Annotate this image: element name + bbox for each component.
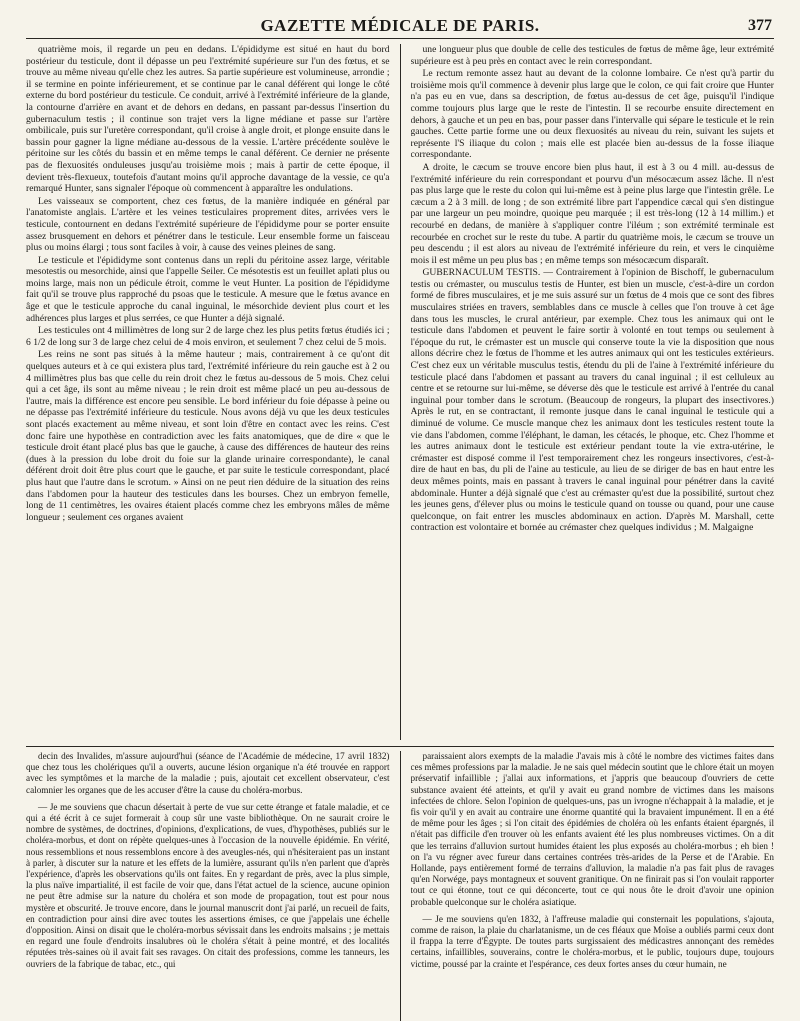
paragraph: — Je me souviens que chacun désertait à perte de vue sur cette étrange et fatale maladie, et ce qui a été écrit à ce sujet formerait à coup sûr une vaste bibliothèque. On ne saurait croire le nombre de systèmes, de doctrines, d'opinions, d'explications, de vues, d'hypothèses, publiés sur le choléra-morbus, et dont on répète quelques-unes à l'occasion de la nouvelle épidémie. En vérité, nous ressemblions et nous ressemblons encore à des aveugles-nés, qui n'hésiteraient pas un instant à parler, à discuter sur la nature et les effets de la lumière, assurant qu'ils n'en parlent que d'après l'expérience, d'après les observations qu'ils ont faites. En y regardant de près, avec la plus simple, la plus naïve impartialité, il est facile de voir que, dans l'état actuel de la science, aucune opinion ne peut être admise sur la nature du choléra et son mode de propagation, tout est pour nous mystère et obscurité. Je trouve encore, dans le journal manuscrit dont j'ai parlé, un recueil de faits, en contradiction pour ainsi dire avec toutes les assertions émises, ce que j'appelais une échelle d'opposition. Ainsi on disait que le choléra-morbus sévissait dans les endroits malsains ; je mettais en regard une foule d'endroits insalubres où le choléra s'était à peine montré, et des localités réputées très-saines où il avait fait ses ravages. On citait des professions, comme les tanneurs, les ouvriers de la fabrique de tabac, etc., qui	[26, 801, 390, 969]
paragraph: Le testicule et l'épididyme sont contenus dans un repli du péritoine assez large, véritable mesotestis ou mesorchide, ainsi que l'appelle Seiler. Ce mésotestis est un feuillet aplati plus ou moins large, mais non un pédicule étroit, comme le veut Hunter. La position de l'épididyme fait qu'il se trouve plus rapproché du psoas que le testicule. A mesure que le fœtus avance en âge et que le testicule approche du canal inguinal, le mésorchide devient plus court et les adhérences plus larges et plus serrées, ce que Hunter a déjà signalé.	[26, 254, 390, 324]
paragraph: — Je me souviens qu'en 1832, à l'affreuse maladie qui consternait les populations, s'ajouta, comme de raison, la plaie du charlatanisme, un de ces fléaux que Moïse a oubliés parmi ceux dont il frappa la terre d'Égypte. De toutes parts surgissaient des médicastres annonçant des remèdes certains, infaillibles, souverains, contre le choléra-morbus, et le public, toujours dupe, toujours victime, poussé par la crainte et l'espérance, ces deux fortes anses du cœur humain, ne	[410, 913, 774, 969]
page-number: 377	[748, 17, 772, 34]
column-divider	[400, 44, 401, 740]
paragraph: paraissaient alors exempts de la maladie J'avais mis à côté le nombre des victimes faites dans ces mêmes professions par la maladie. Je ne sais quel médecin soutint que le chlore était un moyen préservatif infaillible ; j'allai aux informations, et j'appris que beaucoup d'ouvriers de cette substance avaient été atteints, et qu'il y avait eu grand nombre de victimes dans les maisons infectées de chlore. Selon l'opinion de quelques-uns, pas un ivrogne n'échappait à la maladie, et je fis voir qu'il y en avait au contraire une énorme quantité qui la bravaient impunément. Il en a été de même pour les âges ; si l'on citait des épidémies de choléra où les enfants étaient épargnés, il n'était pas difficile d'en trouver où les enfants avaient été les plus nombreuses victimes. On a dit que les terrains d'alluvion surtout humides étaient les plus exposés au choléra-morbus ; eh bien ! on l'a vu régner avec fureur dans certaines contrées très-arides de la Perse et de l'Arabie. En Hollande, pays entièrement formé de terrains d'alluvion, la maladie n'a pas fait plus de ravages qu'en Norwége, pays montagneux et souvent granitique. On ne finirait pas si l'on voulait rapporter tout ce qui étonne, tout ce qui déconcerte, tout ce qui nous ôte le droit d'avoir une opinion probable quelconque sur le choléra asiatique.	[410, 751, 774, 907]
paragraph: Les vaisseaux se comportent, chez ces fœtus, de la manière indiquée en général par l'anatomiste anglais. L'artère et les veines testiculaires proprement dites, arrivées vers le testicule, contournent en dedans l'extrémité supérieure de l'épididyme pour se porter ensuite assez brusquement en dehors et pénétrer dans le testicule. Leur ensemble forme un faisceau plus ou moins élargi ; tous sont faciles à voir, à cause des veines pleines de sang.	[26, 195, 390, 254]
article-columns	[26, 44, 774, 740]
paragraph: A droite, le cæcum se trouve encore bien plus haut, il est à 3 ou 4 mill. au-dessus de l'extrémité inférieure du rein correspondant et pourvu d'un mésocæcum assez lâche. Il n'est pas plus large que le reste du colon qui lui-même est à peine plus large que l'intestin grêle. Le cæcum a 2 à 3 mill. de long ; de son extrémité libre part l'appendice cæcal qui s'en distingue par une largeur un peu moindre, quoique peu marquée ; il est très-long (12 à 14 millim.) et recourbé en dedans, de manière à s'appliquer contre l'iléum ; son extrémité terminale est recourbée en crochet sur le reste du tube. A partir du quatrième mois, le cæcum se trouve un peu descendu ; il est alors au niveau de l'extrémité inférieure du rein, et vers le cinquième mois il est même un peu plus bas ; en même temps son mésocæcum disparaît.	[410, 161, 774, 266]
paragraph: quatrième mois, il regarde un peu en dedans. L'épididyme est situé en haut du bord postérieur du testicule, dont il dépasse un peu l'extrémité supérieure sur l'un des fœtus, et se trouve au même niveau qu'elle chez les autres. Sa partie supérieure est volumineuse, arrondie ; il se termine en pointe inférieurement, et se continue par le canal déférent qui longe le côté externe du bord postérieur du testicule. Ce conduit, arrivé à l'extrémité inférieure de la glande, la contourne d'arrière en avant et de dehors en dedans, en passant par-dessus l'insertion du gubernaculum testis ; il continue son trajet vers la ligne médiane et passe sur l'artère ombilicale, puis sur l'uretère correspondant, qu'il croise à angle droit, et plonge ensuite dans le bassin pour gagner la ligne médiane au-dessous de la vessie. L'artère précédente soulève le péritoine sur les côtés du bassin et en même temps le canal déférent. Ce dernier ne présente pas de flexuosités onduleuses jusqu'au troisième mois ; mais à partir de cette époque, il devient très-flexueux, toutefois d'autant moins qu'il approche davantage de la vessie, ce qu'a remarqué Hunter, sans signaler l'époque où commencent à apparaître les ondulations.	[26, 44, 390, 195]
column-left	[26, 44, 390, 740]
paragraph: Les reins ne sont pas situés à la même hauteur ; mais, contrairement à ce qu'ont dit quelques auteurs et à ce qui existera plus tard, l'extrémité inférieure du rein gauche est à 2 ou 4 millimètres plus bas que celle du rein droit chez le fœtus au-dessous de 5 mois. Chez celui qui a cet âge, ils sont au même niveau ; le rein droit est même placé un peu au-dessous de l'autre, mais la différence est encore peu sensible. Le bord inférieur du foie dépasse à peine ou ne dépasse pas l'extrémité inférieure du testicule. Nous avons déjà vu que les deux testicules sont placés exactement au même niveau, et sont loin d'être en contact avec les reins. C'est donc faire une hypothèse en contradiction avec les faits anatomiques, que de dire « que le testicule droit étant placé plus bas que le gauche, à cause des différences de hauteur des reins (dues à la pression du lobe droit du foie sur la glande urinaire correspondante), le canal déférent droit doit être plus court que le gauche, et par suite le testicule correspondant, placé plus haut que l'autre dans le scrotum. » Ainsi on ne peut rien déduire de la situation des reins dans l'abdomen pour la hauteur des testicules dans les bourses. Chez un embryon femelle, long de 11 centimètres, les ovaires étaient placés comme chez les embryons mâles de même longueur ; seulement ces organes avaient	[26, 349, 390, 523]
paragraph: decin des Invalides, m'assure aujourd'hui (séance de l'Académie de médecine, 17 avril 1832) que chez tous les cholériques qu'il a ouverts, aucune lésion organique n'a été trouvée en rapport avec les symptômes et la marche de la maladie ; puis, ajoutait cet excellent observateur, c'est calomnier les organes que de les accuser d'être la cause du choléra-morbus.	[26, 751, 390, 795]
feuilleton-column-left	[26, 751, 390, 1021]
paragraph: Les testicules ont 4 millimètres de long sur 2 de large chez les plus petits fœtus étudiés ici ; 6 1/2 de long sur 3 de large chez celui de 4 mois environ, et seulement 7 chez celui de 5 mois.	[26, 325, 390, 348]
page-header	[26, 14, 774, 39]
column-right	[411, 44, 775, 740]
journal-title: GAZETTE MÉDICALE DE PARIS.	[260, 16, 540, 35]
column-divider	[400, 751, 401, 1021]
feuilleton-column-right	[411, 751, 775, 1021]
paragraph: Le rectum remonte assez haut au devant de la colonne lombaire. Ce n'est qu'à partir du troisième mois qu'il commence à devenir plus large que le colon, ce qui fait croire que Hunter n'a pas eu en vue, dans sa description, de fœtus au-dessus de cet âge, puisqu'il l'indique comme toujours plus large que le reste de l'intestin. Il se recourbe ensuite directement en dehors, à gauche et un peu en bas, pour passer dans l'intervalle qui sépare le testicule et le rein gauches. Cette partie forme une ou deux flexuosités au niveau du rein, suivant les sujets et représente l'S iliaque du colon ; mais elle est placée bien au-dessus de la fosse iliaque correspondante.	[410, 68, 774, 161]
feuilleton-columns	[26, 751, 774, 1021]
paragraph: une longueur plus que double de celle des testicules de fœtus de même âge, leur extrémité supérieure est à peu près en contact avec le rein correspondant.	[410, 44, 774, 67]
feuilleton-divider	[26, 746, 774, 747]
paragraph: GUBERNACULUM TESTIS. — Contrairement à l'opinion de Bischoff, le gubernaculum testis ou crémaster, ou musculus testis de Hunter, est bien un muscle, c'est-à-dire un cordon formé de fibres musculaires, et je me suis assuré sur un fœtus de 4 mois que ce sont des fibres musculaires striées en travers, semblables dans ce muscle à celles que l'on trouve à cet âge dans tous les muscles, le crural antérieur, par exemple. Chez tous les animaux qui ont le testicule dans l'abdomen et peuvent le faire sortir à volonté en tout temps ou seulement à l'époque du rut, le crémaster est un muscle qui conserve toute la vie la disposition que nous allons décrire chez le fœtus de l'homme et les autres animaux qui ont les testicules extérieurs. C'est chez eux un véritable musculus testis, étendu du pli de l'aine à l'extrémité inférieure du testicule placé dans l'abdomen et passant au travers du canal inguinal ; il est celluleux au centre et se retourne sur lui-même, se déverse dès que le testicule est arrivé à l'entrée du canal inguinal pour tomber dans le scrotum. (Beaucoup de rongeurs, la plupart des insectivores.) Après le rut, en se contractant, il remonte jusque dans le canal inguinal le testicule qui a diminué de volume. Ce muscle manque chez les animaux dont les testicules restent toute la vie dans l'abdomen, comme l'éléphant, le daman, les cétacés, le phoque, etc. Chez l'homme et les autres animaux dont le testicule est extérieur pendant toute la vie extra-utérine, le crémaster est disposé comme il l'est temporairement chez les rongeurs insectivores, c'est-à-dire de haut en bas, du pli de l'aine au testicule, au lieu de se diriger de bas en haut entre les deux mêmes points, mais en passant à travers le canal inguinal pour pénétrer dans la cavité abdominale. Hunter a déjà signalé que c'est au crémaster qu'est due la possibilité, surtout chez les jeunes gens, d'élever plus ou moins le testicule quand on tousse ou quand, pour une cause quelconque, on fait entrer les muscles abdominaux en action. D'après M. Marshall, cette contraction est volontaire et bornée au crémaster chez quelques individus ; M. Malgaigne	[410, 267, 774, 534]
